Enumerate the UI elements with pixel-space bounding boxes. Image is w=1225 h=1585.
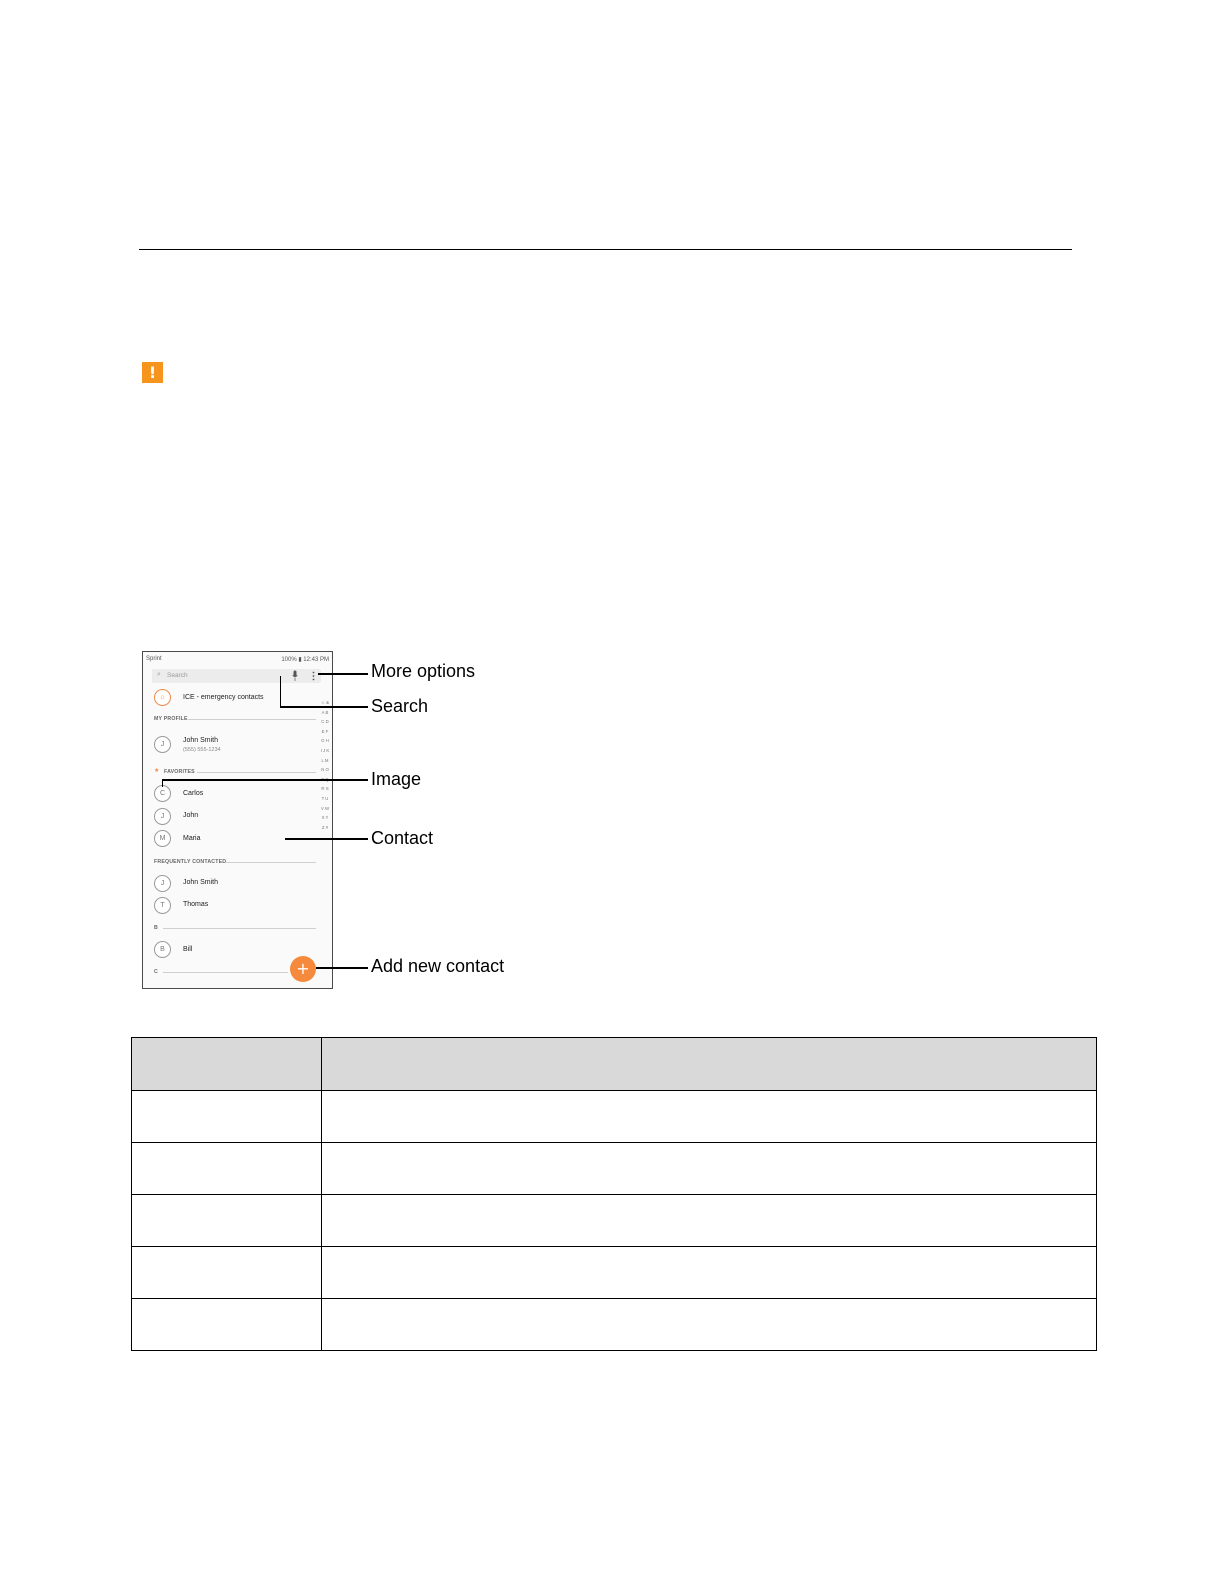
- section-divider: [197, 772, 316, 773]
- table-row: [132, 1195, 1097, 1247]
- table-cell: [132, 1091, 322, 1143]
- table-cell: [322, 1195, 1097, 1247]
- section-my-profile: MY PROFILE: [154, 716, 188, 722]
- carrier-label: Sprint: [146, 656, 162, 662]
- section-c: C: [154, 969, 158, 975]
- callout-line-image: [162, 779, 368, 781]
- profile-phone: (555) 555-1234: [183, 747, 221, 753]
- callout-vline-search: [280, 676, 281, 707]
- list-item[interactable]: Carlos: [183, 790, 204, 797]
- status-bar: [143, 652, 332, 666]
- phone-screenshot: [142, 651, 333, 989]
- table-row: [132, 1299, 1097, 1351]
- reference-table: [131, 1037, 1097, 1351]
- section-favorites: FAVORITES: [164, 769, 195, 775]
- list-item[interactable]: Thomas: [183, 901, 209, 908]
- avatar: J: [154, 875, 171, 892]
- table-cell: [132, 1143, 322, 1195]
- table-header-row: [132, 1038, 1097, 1091]
- callout-line-contact: [285, 838, 368, 840]
- table-cell: [322, 1091, 1097, 1143]
- avatar: J: [154, 736, 171, 753]
- table-cell: [322, 1143, 1097, 1195]
- warning-icon: !: [142, 362, 163, 383]
- list-item[interactable]: John Smith: [183, 879, 219, 886]
- section-divider: [163, 928, 316, 929]
- section-divider: [163, 972, 288, 973]
- avatar: B: [154, 941, 171, 958]
- callout-more-options: More options: [371, 661, 476, 681]
- table-cell: [132, 1195, 322, 1247]
- callout-line-more-options: [318, 673, 368, 675]
- search-icon: ⌕: [157, 671, 161, 678]
- section-b: B: [154, 925, 158, 931]
- star-icon: ★: [154, 768, 160, 774]
- table-row: [132, 1247, 1097, 1299]
- alphabet-index[interactable]: ☆ & A B C D E F G H I J K L M N O P Q R S T U V W X Y Z #: [320, 700, 330, 830]
- table-cell: [322, 1299, 1097, 1351]
- avatar: T: [154, 897, 171, 914]
- table-cell: [322, 1247, 1097, 1299]
- status-right: 100% ▮ 12:43 PM: [281, 657, 329, 663]
- list-item[interactable]: Bill: [183, 946, 193, 953]
- table-header-cell: [132, 1038, 322, 1091]
- section-divider: [188, 719, 316, 720]
- table-row: [132, 1091, 1097, 1143]
- ice-icon: ⌂: [154, 689, 171, 706]
- avatar: C: [154, 785, 171, 802]
- list-item[interactable]: John: [183, 812, 199, 819]
- header-rule: [139, 249, 1072, 250]
- callout-line-add-contact: [316, 967, 368, 969]
- table-cell: [132, 1299, 322, 1351]
- avatar: J: [154, 808, 171, 825]
- ice-contacts-label[interactable]: ICE - emergency contacts: [183, 694, 264, 701]
- callout-image: Image: [371, 769, 422, 789]
- section-divider: [225, 862, 316, 863]
- profile-name[interactable]: John Smith: [183, 737, 219, 744]
- table-row: [132, 1143, 1097, 1195]
- callout-search: Search: [371, 696, 429, 716]
- avatar: M: [154, 830, 171, 847]
- section-frequent: FREQUENTLY CONTACTED: [154, 859, 227, 865]
- more-options-icon[interactable]: [311, 671, 316, 681]
- callout-line-search: [280, 706, 368, 708]
- callout-contact: Contact: [371, 828, 434, 848]
- add-contact-button[interactable]: +: [290, 956, 316, 982]
- search-placeholder: Search: [167, 672, 188, 679]
- callout-add-new-contact: Add new contact: [371, 956, 505, 976]
- mic-icon[interactable]: [292, 670, 298, 682]
- list-item[interactable]: Maria: [183, 835, 201, 842]
- table-header-cell: [322, 1038, 1097, 1091]
- table-cell: [132, 1247, 322, 1299]
